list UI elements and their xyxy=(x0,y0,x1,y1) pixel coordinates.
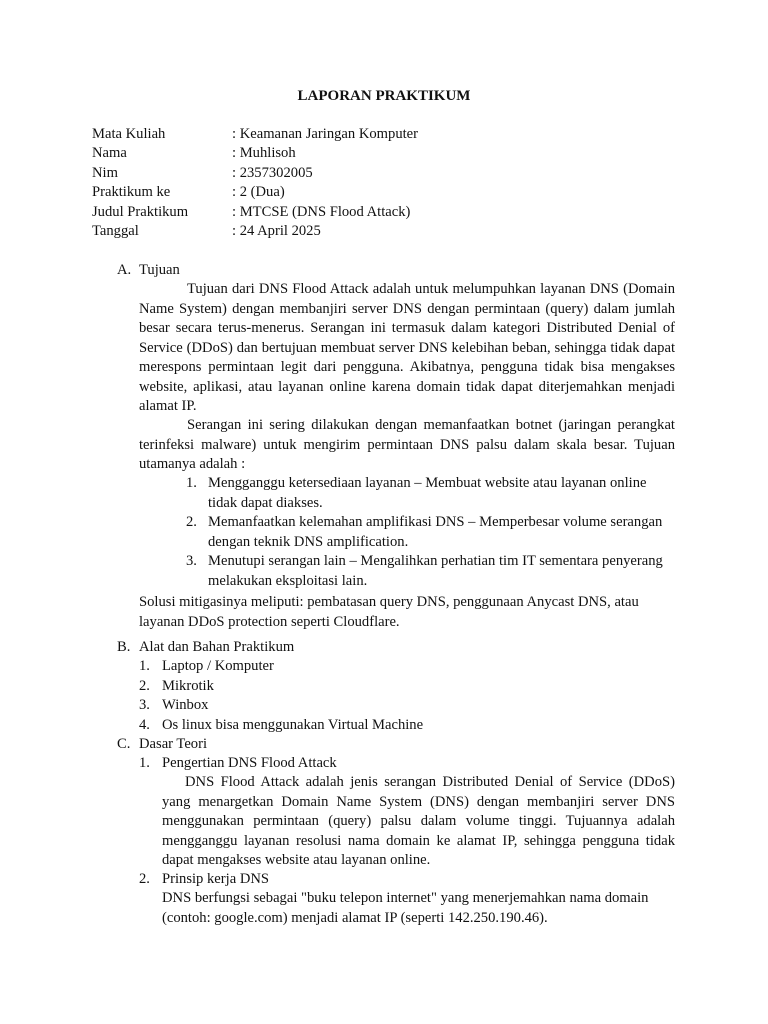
info-row xyxy=(92,164,418,183)
info-value: : Muhlisoh xyxy=(232,145,296,162)
list-item xyxy=(186,474,675,513)
section-c-heading xyxy=(117,735,207,755)
info-value: : 24 April 2025 xyxy=(232,222,321,239)
section-b-letter: B. xyxy=(117,639,131,655)
list-item-text: Laptop / Komputer xyxy=(162,658,274,674)
info-row xyxy=(92,203,418,222)
list-item-number: 2. xyxy=(186,514,197,530)
section-a-paragraph-2 xyxy=(139,416,675,475)
info-label: Nama xyxy=(92,145,127,162)
section-a-paragraph-1-text: Tujuan dari DNS Flood Attack adalah untuk melumpuhkan layanan DNS (Domain Name System) dengan membanjiri server DNS dengan permintaan (query) dalam jumlah besar secara terus-menerus. Serangan ini termasuk dalam kategori Distributed Denial of Service (DDoS) dan bertujuan membuat server DNS kelebihan beban, sehingga tidak dapat merespons permintaan legit dari pengguna. Akibatnya, pengguna tidak bisa mengakses website, aplikasi, atau layanan online karena domain tidak dapat diterjemahkan menjadi alamat IP. xyxy=(139,281,675,414)
sub-title: Prinsip kerja DNS xyxy=(162,871,270,887)
info-row xyxy=(92,222,418,241)
list-item xyxy=(186,513,675,552)
section-a-list xyxy=(186,474,675,591)
section-c-sub1-heading xyxy=(139,754,337,774)
list-item-number: 3. xyxy=(186,553,197,569)
info-value: : Keamanan Jaringan Komputer xyxy=(232,126,419,142)
info-row xyxy=(92,144,418,163)
section-a-paragraph-3: Solusi mitigasinya meliputi: pembatasan query DNS, penggunaan Anycast DNS, atau layanan DDoS protection seperti Cloudflare. xyxy=(139,594,639,630)
document-title: LAPORAN PRAKTIKUM xyxy=(297,88,471,104)
section-c-sub2-paragraph: DNS berfungsi sebagai "buku telepon internet" yang menerjemahkan nama domain (contoh: google.com) menjadi alamat IP (seperti 142.250.190.46). xyxy=(162,890,649,926)
section-b-heading xyxy=(117,638,294,658)
list-item xyxy=(139,716,675,736)
section-a-paragraph-1 xyxy=(139,280,675,417)
list-item-number: 3. xyxy=(139,697,150,713)
list-item-text: Os linux bisa menggunakan Virtual Machine xyxy=(162,716,424,733)
list-item-text: Mikrotik xyxy=(162,677,214,694)
info-value: : MTCSE (DNS Flood Attack) xyxy=(232,203,411,220)
list-item-text: Memanfaatkan kelemahan amplifikasi DNS – Memperbesar volume serangan dengan teknik DNS amplification. xyxy=(208,514,663,550)
info-label: Tanggal xyxy=(92,222,139,239)
sub-title: Pengertian DNS Flood Attack xyxy=(162,755,337,771)
sub-number: 2. xyxy=(139,871,150,887)
info-label: Nim xyxy=(92,164,118,181)
section-c-letter: C. xyxy=(117,736,131,752)
list-item-number: 2. xyxy=(139,677,150,694)
section-a-heading xyxy=(117,261,180,281)
section-c-sub1-text: DNS Flood Attack adalah jenis serangan Distributed Denial of Service (DDoS) yang menargetkan Domain Name System (DNS) dengan membanjiri server DNS menggunakan permintaan (query) palsu dalam volume tinggi. Tujuannya adalah mengganggu layanan resolusi nama domain ke alamat IP, sehingga pengguna tidak dapat mengakses website atau layanan online. xyxy=(162,774,675,868)
info-label: Mata Kuliah xyxy=(92,126,166,142)
section-a-paragraph-2-text: Serangan ini sering dilakukan dengan memanfaatkan botnet (jaringan perangkat terinfeksi malware) untuk mengirim permintaan DNS palsu dalam skala besar. Tujuan utamanya adalah : xyxy=(139,417,675,472)
list-item xyxy=(139,657,675,677)
section-b-list xyxy=(139,657,675,735)
section-a-title: Tujuan xyxy=(139,262,180,278)
list-item-number: 1. xyxy=(186,475,197,491)
list-item-text: Winbox xyxy=(162,697,209,713)
info-label: Judul Praktikum xyxy=(92,203,189,220)
list-item-number: 4. xyxy=(139,716,150,733)
info-row xyxy=(92,183,418,202)
info-table xyxy=(92,125,418,241)
section-c-title: Dasar Teori xyxy=(139,736,208,752)
info-label: Praktikum ke xyxy=(92,184,171,201)
sub-number: 1. xyxy=(139,755,150,771)
section-a-letter: A. xyxy=(117,262,132,278)
section-b-title: Alat dan Bahan Praktikum xyxy=(139,639,295,655)
list-item xyxy=(139,677,675,697)
list-item-text: Menutupi serangan lain – Mengalihkan perhatian tim IT sementara penyerang melakukan eksploitasi lain. xyxy=(208,553,663,589)
section-c-sub2-heading xyxy=(139,870,269,890)
list-item xyxy=(186,552,675,591)
list-item xyxy=(139,696,675,716)
info-row xyxy=(92,125,418,144)
list-item-text: Mengganggu ketersediaan layanan – Membuat website atau layanan online tidak dapat diakses. xyxy=(208,475,647,511)
list-item-number: 1. xyxy=(139,658,150,674)
section-c-sub1-paragraph xyxy=(162,773,675,871)
info-value: : 2357302005 xyxy=(232,164,313,181)
info-value: : 2 (Dua) xyxy=(232,184,285,201)
